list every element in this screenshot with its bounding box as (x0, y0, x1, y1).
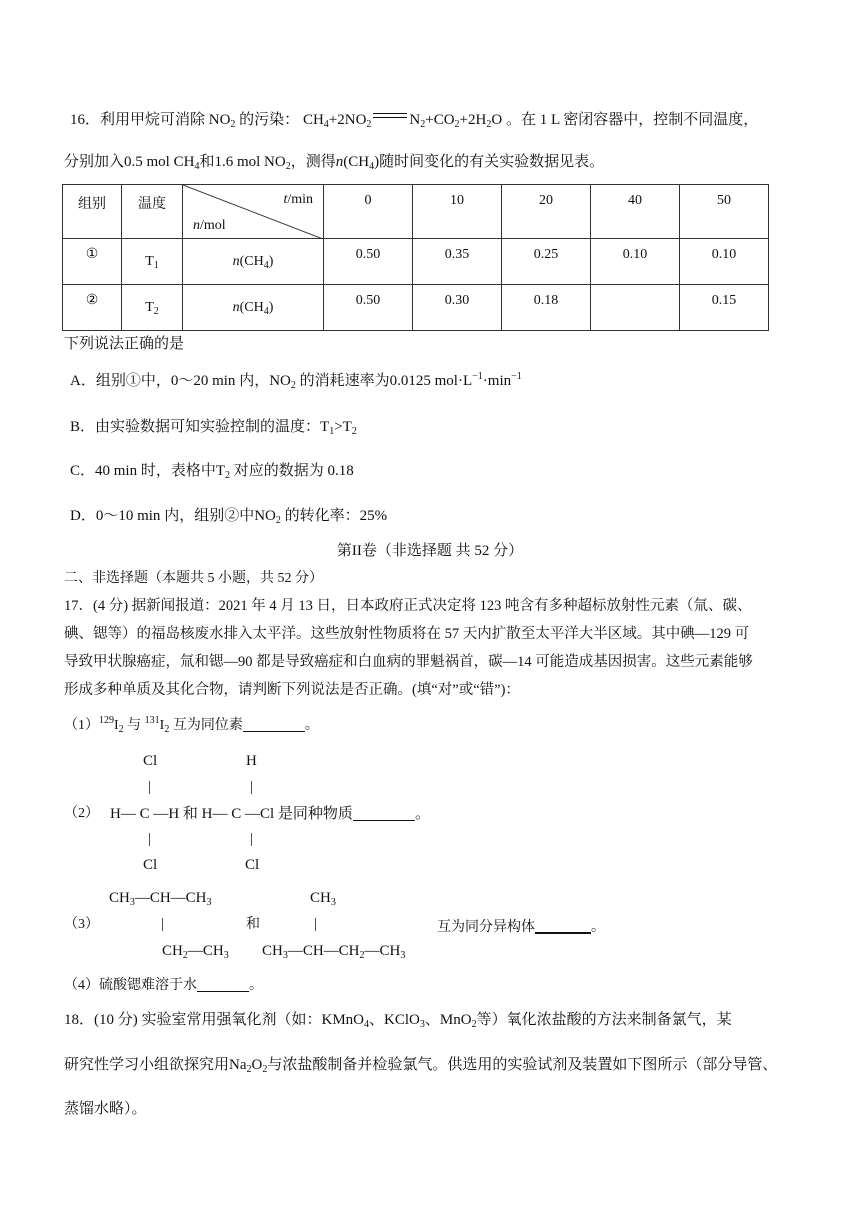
row-group: ① (63, 239, 122, 285)
table-header-row (63, 185, 769, 239)
header-temp: 温度 (122, 185, 183, 239)
q17-line1: 17．(4 分) 据新闻报道：2021 年 4 月 13 日，日本政府正式决定将 123 吨含有多种超标放射性元素（氚、碳、 (64, 598, 752, 614)
q17-sub3-label: （3） (64, 917, 99, 932)
struct2-h-top: H (246, 753, 257, 769)
time-50: 50 (680, 185, 769, 239)
q17-sub4: （4）硫酸锶难溶于水 。 (64, 978, 263, 993)
answer-blank[interactable] (197, 977, 249, 992)
option-b: B．由实验数据可知实验控制的温度：$T_1>T_2$ (70, 419, 357, 437)
q17-line2: 碘、锶等）的福岛核废水排入太平洋。这些放射性物质将在 57 天内扩散至太平洋大半区域。其中碘—129 可 (64, 626, 750, 642)
table-cell: 0.10 (591, 239, 680, 285)
option-a: A．组别①中，0～20 min 内，$NO_2$ 的消耗速率为0.0125 $mol\cdot L^{-1}\cdot\min^{-1}$ (70, 371, 522, 391)
row-group: ② (63, 285, 122, 331)
q17-line4: 形成多种单质及其化合物，请判断下列说法是否正确。(填“对”或“错”)： (64, 682, 520, 698)
struct1-cl-bottom: Cl (143, 857, 158, 873)
q16-equation: $CH_4+2NO_2$ $N_2+CO_2+2H_2O$ (302, 112, 503, 130)
experiment-data-table (62, 184, 769, 331)
time-10: 10 (413, 185, 502, 239)
isomer1-bottom: $CH_2—CH_3$ (162, 943, 229, 961)
time-20: 20 (502, 185, 591, 239)
bond-line: | (250, 779, 254, 795)
equilibrium-arrow-icon (373, 111, 407, 121)
table-cell: 0.50 (324, 239, 413, 285)
table-cell: 0.30 (413, 285, 502, 331)
q18-line3: 蒸馏水略）。 (64, 1101, 147, 1117)
q17-sub2-main: H— C —H 和 H— C —Cl 是同种物质 。 (110, 806, 430, 822)
q16-line1: 16．利用甲烷可消除 $NO_2$ 的污染： $CH_4+2NO_2$ $N_2+CO_2+2H_2O$ 。在 1 L 密闭容器中，控制不同温度， (70, 112, 759, 130)
header-n-label: n/mol (193, 218, 226, 233)
bond-line: | (148, 779, 152, 795)
row-quantity: $n(CH_4)$ (183, 239, 324, 285)
option-d: D．0～10 min 内，组别②中$NO_2$ 的转化率：25% (70, 508, 388, 526)
section-title: 第II卷（非选择题 共 52 分） (336, 543, 524, 559)
table-row (63, 239, 769, 285)
q18-line1: 18．(10 分) 实验室常用强氧化剂（如：KMnO$_4$、KClO$_3$、MnO$_2$等）氧化浓盐酸的方法来制备氯气，某 (64, 1012, 732, 1030)
q18-line2: 研究性学习小组欲探究用$Na_2O_2$与浓盐酸制备并检验氯气。供选用的实验试剂及装置如下图所示（部分导管、 (64, 1057, 778, 1075)
table-cell: 0.50 (324, 285, 413, 331)
header-diagonal-cell (183, 185, 324, 239)
row-temp: $T_2$ (122, 285, 183, 331)
bond-line: | (161, 916, 165, 932)
option-c: C．40 min 时，表格中$T_2$ 对应的数据为 0.18 (70, 463, 354, 481)
table-cell (591, 285, 680, 331)
time-0: 0 (324, 185, 413, 239)
q16-prompt: 下列说法正确的是 (64, 336, 185, 352)
table-row (63, 285, 769, 331)
answer-blank[interactable] (353, 806, 415, 821)
q17-sub1: $(1)^{129}I_2$ 与 $^{131}I_2$ 互为同位素 。 (64, 715, 319, 735)
table-cell: 0.25 (502, 239, 591, 285)
header-time-label: t/min (283, 192, 313, 207)
section-heading: 二、非选择题（本题共 5 小题，共 52 分） (64, 571, 323, 586)
answer-blank[interactable] (243, 717, 305, 732)
q17-line3: 导致甲状腺癌症，氚和锶—90 都是导致癌症和白血病的罪魁祸首，碳—14 可能造成基因损害。这些元素能够 (64, 654, 753, 670)
table-cell: 0.35 (413, 239, 502, 285)
struct2-cl-bottom: Cl (245, 857, 260, 873)
time-40: 40 (591, 185, 680, 239)
isomer1-top: $CH_3—CH—CH_3$ (109, 890, 212, 908)
table-cell: 0.18 (502, 285, 591, 331)
table-cell: 0.15 (680, 285, 769, 331)
isomer2-bottom: $CH_3—CH—CH_2—CH_3$ (262, 943, 406, 961)
bond-line: | (250, 831, 254, 847)
q16-line2: 分别加入0.5 mol $CH_4$和1.6 mol $NO_2$，测得$n(CH_4)$随时间变化的有关实验数据见表。 (64, 154, 605, 172)
bond-line: | (314, 916, 318, 932)
q16-intro: 16．利用甲烷可消除 NO (70, 112, 231, 128)
isomer2-top: $CH_3$ (310, 890, 336, 908)
header-group: 组别 (63, 185, 122, 239)
q17-sub2-label: （2） (64, 806, 99, 821)
and-text: 和 (246, 917, 260, 932)
answer-blank[interactable] (535, 918, 591, 934)
struct1-cl-top: Cl (143, 753, 158, 769)
row-temp: $T_1$ (122, 239, 183, 285)
bond-line: | (148, 831, 152, 847)
row-quantity: $n(CH_4)$ (183, 285, 324, 331)
table-cell: 0.10 (680, 239, 769, 285)
q17-sub3-text: 互为同分异构体 。 (437, 920, 605, 935)
